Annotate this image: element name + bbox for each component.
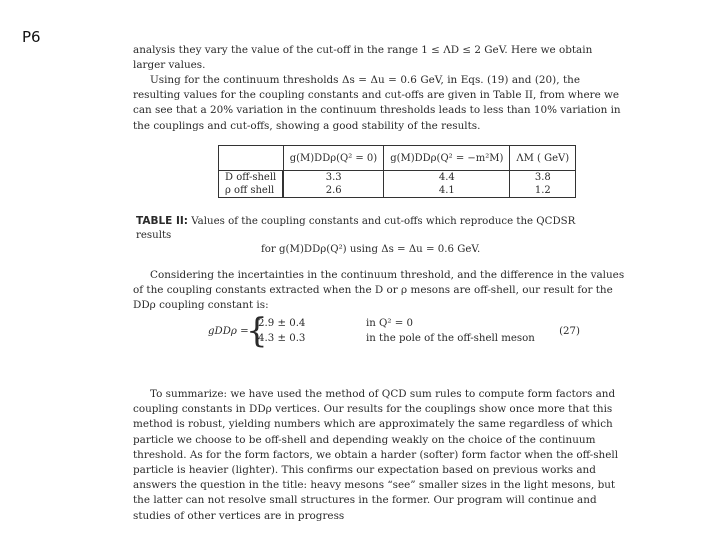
paragraph-summary: [133, 387, 619, 524]
paragraph-thresholds: [133, 73, 621, 134]
text-line: particle we choose to be off-shell and depending weakly on the choice of the continuum: [133, 433, 596, 446]
text-line: answers the question in the title: heavy mesons “see” smaller sizes in the light mesons, but: [133, 479, 616, 492]
text-line: method is robust, yielding numbers which are approximately the same regardless of which: [133, 418, 613, 431]
results-table: [218, 145, 576, 198]
text-line: DDρ coupling constant is:: [133, 299, 269, 312]
equation-condition: in Q² = 0: [366, 318, 413, 329]
table-row: [219, 184, 576, 198]
table-header-cell: g(M)DDρ(Q² = −m²M): [384, 146, 510, 171]
table-header-cell: ΛM ( GeV): [510, 146, 576, 171]
text-line: Considering the incertainties in the continuum threshold, and the difference in the values: [150, 269, 625, 281]
text-line: larger values.: [133, 59, 206, 72]
caption-text: Values of the coupling constants and cut-offs which reproduce the QCDSR results: [136, 216, 576, 241]
text-line: studies of other vertices are in progress: [133, 509, 345, 522]
table-cell: 3.3: [283, 171, 383, 185]
table-row: [219, 171, 576, 185]
equation-condition: in the pole of the off-shell meson: [366, 333, 535, 344]
text-line: particle is heavier (lighter). This confirms our expectation based on previous works and: [133, 464, 596, 477]
text-line: coupling constants in DDρ vertices. Our results for the couplings show once more that this: [133, 403, 613, 416]
text-line: the couplings and cut-offs, showing a good stability of the results.: [133, 119, 481, 132]
table-cell: 1.2: [510, 184, 576, 198]
text-line: the latter can not resolve small structures in the former. Our program will continue and: [133, 494, 597, 507]
equation-lhs: gDDρ =: [208, 326, 249, 337]
table-header-cell: g(M)DDρ(Q² = 0): [283, 146, 383, 171]
table-cell: 4.4: [384, 171, 510, 185]
equation-case: [258, 333, 535, 344]
paragraph-uncertainties: [133, 268, 625, 314]
text-line: resulting values for the coupling constants and cut-offs are given in Table II, from where we: [133, 89, 620, 102]
table-header-cell: [219, 146, 284, 171]
paragraph-cutoff-range: [133, 43, 593, 73]
table-cell: 2.6: [283, 184, 383, 198]
caption-label: TABLE II:: [136, 215, 189, 227]
slide-label: P6: [22, 28, 41, 46]
text-line: Using for the continuum thresholds Δs = Δu = 0.6 GeV, in Eqs. (19) and (20), the: [150, 74, 580, 86]
table-cell: 3.8: [510, 171, 576, 185]
left-brace-icon: {: [246, 311, 268, 351]
table-cell: D off-shell: [219, 171, 284, 185]
equation-27: [208, 311, 580, 351]
equation-value: 2.9 ± 0.4: [258, 318, 306, 329]
text-line: of the coupling constants extracted when the D or ρ mesons are off-shell, our result for the: [133, 284, 613, 297]
text-line: analysis they vary the value of the cut-off in the range 1 ≤ ΛD ≤ 2 GeV. Here we obtain: [133, 44, 593, 56]
text-line: To summarize: we have used the method of QCD sum rules to compute form factors and: [150, 388, 616, 400]
table-cell: ρ off shell: [219, 184, 284, 198]
caption-text: for g(M)DDρ(Q²) using Δs = Δu = 0.6 GeV.: [261, 244, 481, 255]
equation-number: (27): [559, 326, 580, 337]
equation-case: [258, 318, 413, 329]
table-caption: [136, 214, 580, 257]
table-cell: 4.1: [384, 184, 510, 198]
text-line: can see that a 20% variation in the continuum thresholds leads to less than 10% variation in: [133, 104, 621, 117]
text-line: threshold. As for the form factors, we obtain a harder (softer) form factor when the off-shell: [133, 448, 619, 461]
equation-value: 4.3 ± 0.3: [258, 333, 306, 344]
